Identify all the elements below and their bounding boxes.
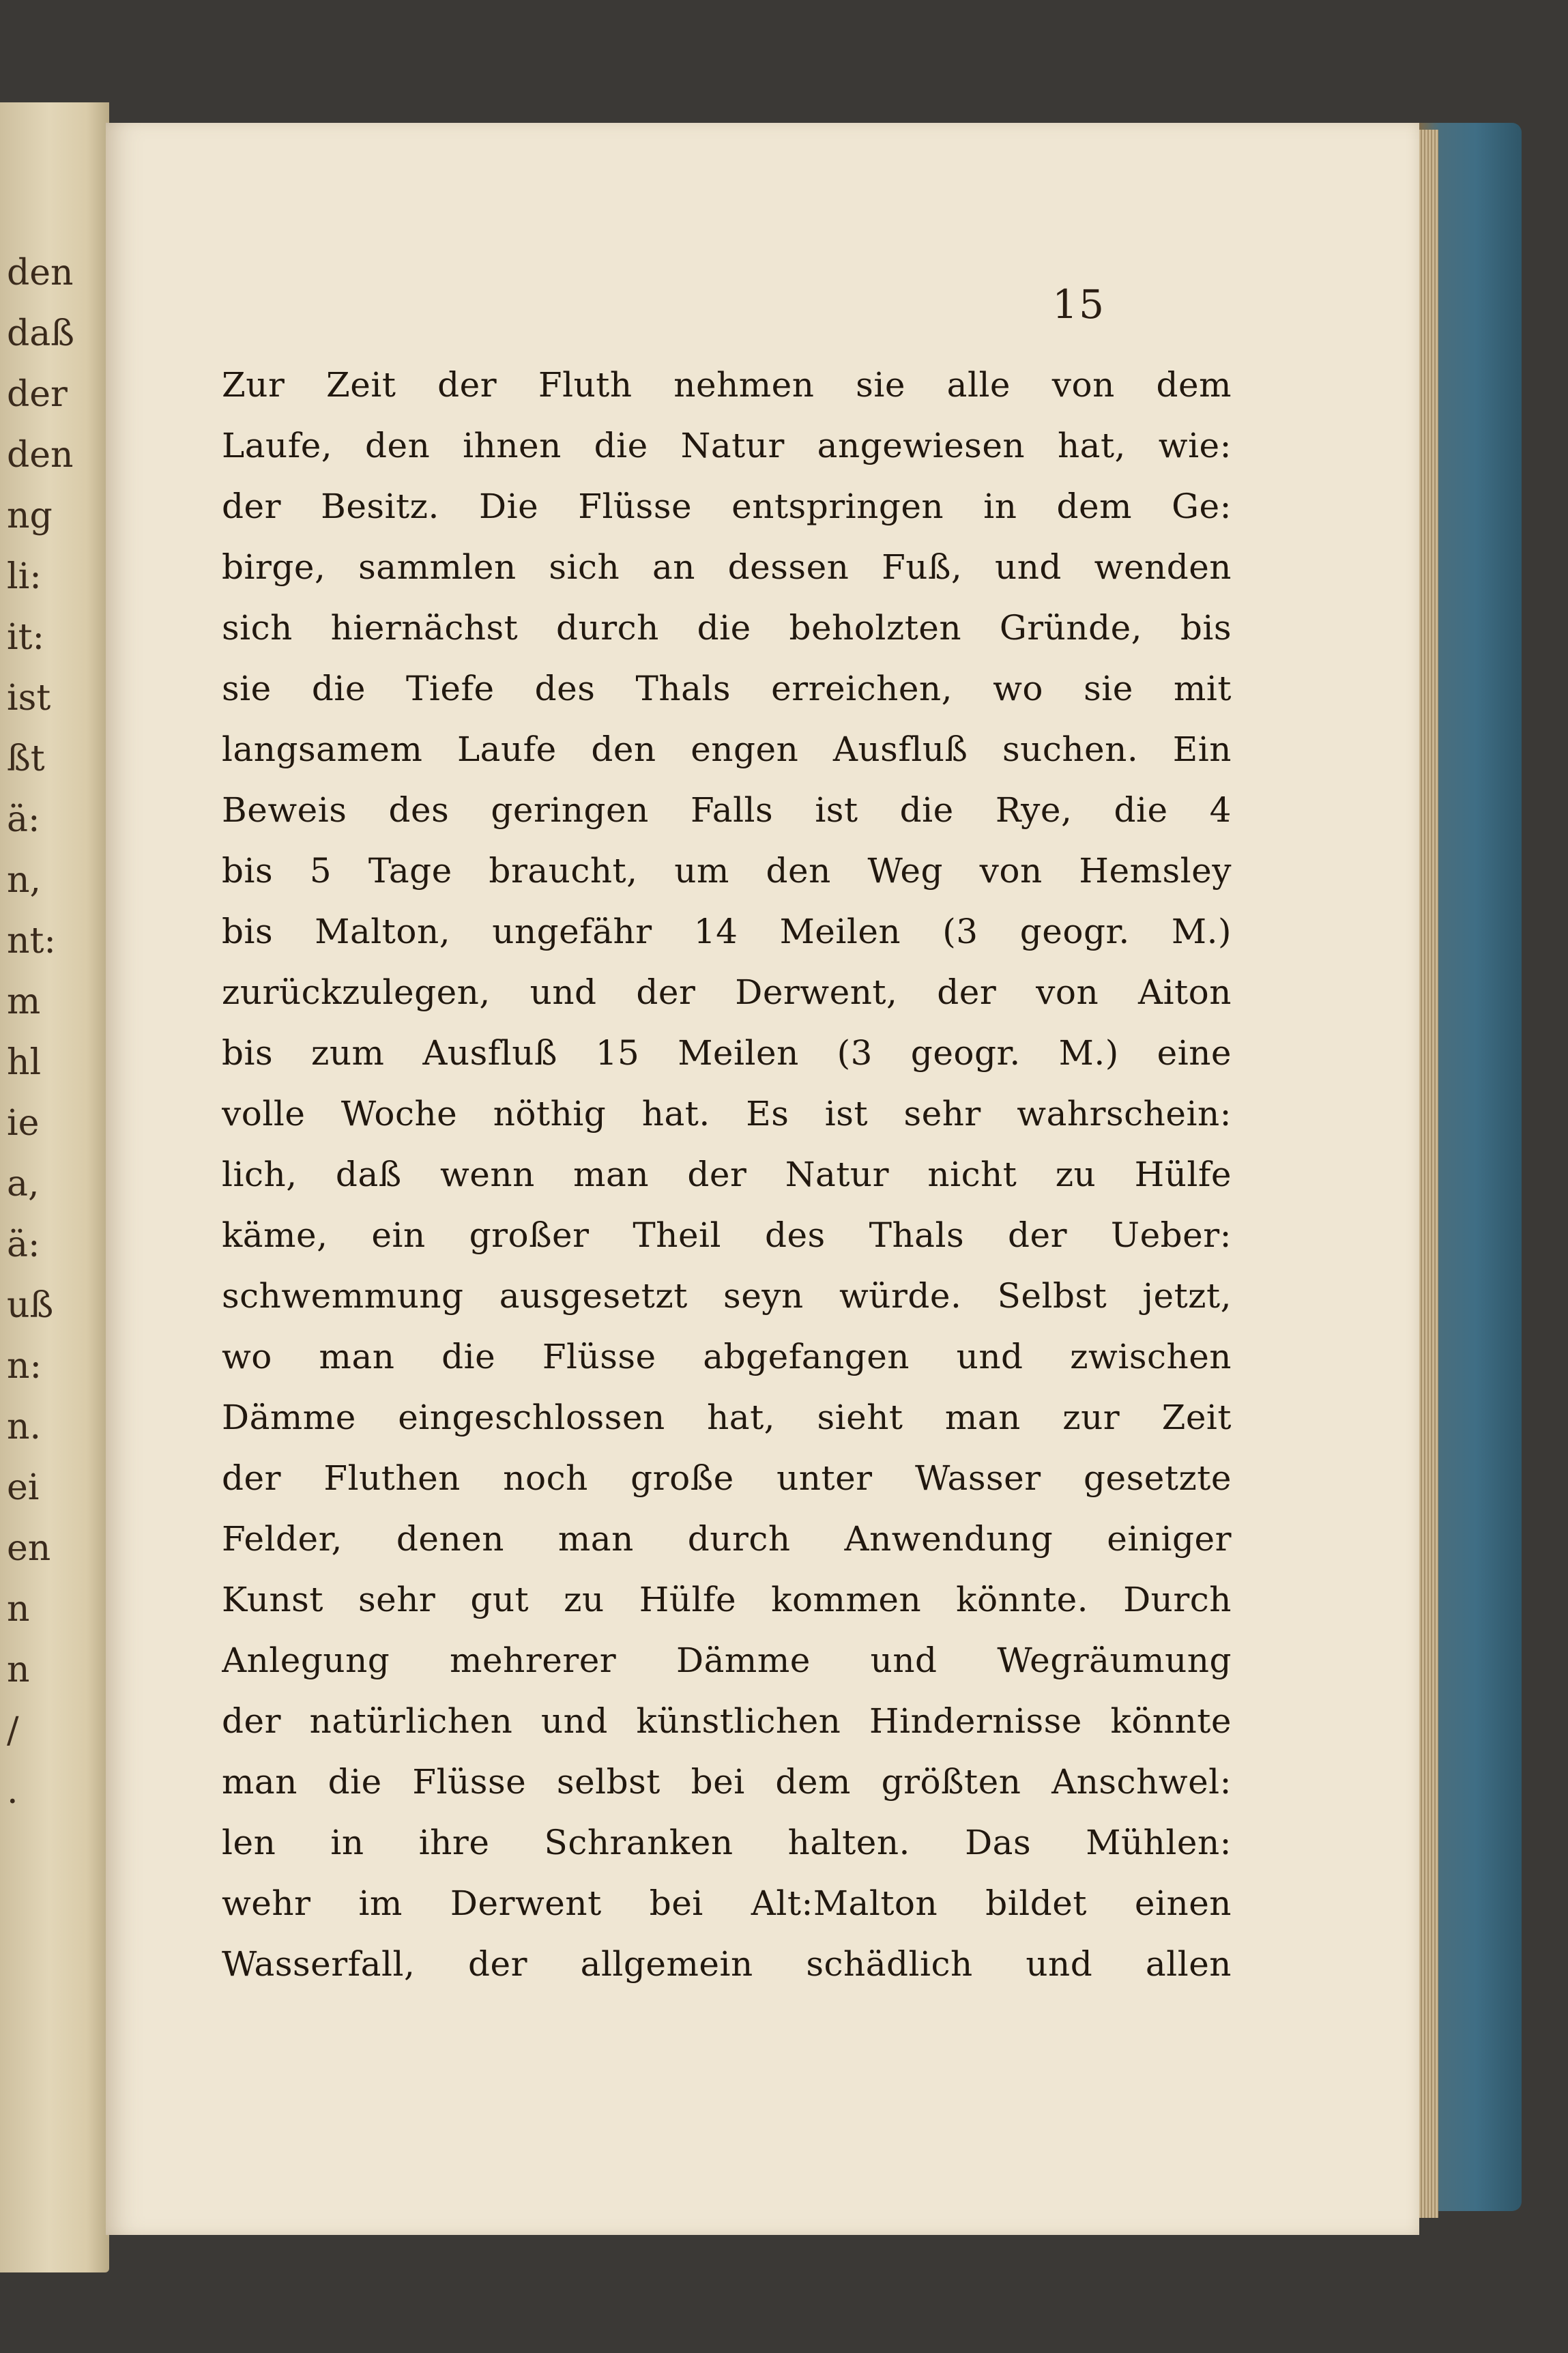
verso-text-fragment: ßt xyxy=(7,738,45,779)
page-text xyxy=(222,355,1232,1995)
text-line: Felder, denen man durch Anwendung einiger xyxy=(222,1519,1232,1559)
verso-text-fragment: n, xyxy=(7,860,42,901)
text-line: len in ihre Schranken halten. Das Mühlen: xyxy=(222,1823,1232,1862)
text-line: sie die Tiefe des Thals erreichen, wo sie mit xyxy=(222,669,1232,708)
text-line: der Besitz. Die Flüsse entspringen in dem Ge: xyxy=(222,487,1232,526)
text-line: wo man die Flüsse abgefangen und zwischen xyxy=(222,1337,1232,1376)
verso-text-fragment: ä: xyxy=(7,1224,40,1265)
verso-text-fragment: n: xyxy=(7,1346,42,1387)
text-line: Laufe, den ihnen die Natur angewiesen hat, wie: xyxy=(222,426,1232,465)
text-line: man die Flüsse selbst bei dem größten Anschwel: xyxy=(222,1762,1232,1802)
verso-text-fragment: daß xyxy=(7,313,75,354)
verso-text-fragment: ist xyxy=(7,678,51,719)
text-line: Kunst sehr gut zu Hülfe kommen könnte. Durch xyxy=(222,1580,1232,1619)
text-line: Anlegung mehrerer Dämme und Wegräumung xyxy=(222,1641,1232,1680)
verso-text-fragment: hl xyxy=(7,1042,42,1083)
verso-text-fragment: ng xyxy=(7,495,53,536)
verso-text-fragment: nt: xyxy=(7,921,56,962)
text-line: bis 5 Tage braucht, um den Weg von Hemsley xyxy=(222,851,1232,891)
verso-text-fragment: m xyxy=(7,981,41,1022)
text-line: Zur Zeit der Fluth nehmen sie alle von dem xyxy=(222,365,1232,405)
verso-text-fragment: li: xyxy=(7,556,42,597)
text-line: zurückzulegen, und der Derwent, der von Aiton xyxy=(222,972,1232,1012)
verso-text-fragment: en xyxy=(7,1528,51,1569)
verso-text-fragment: / xyxy=(7,1710,19,1751)
verso-text-fragment: a, xyxy=(7,1164,40,1204)
text-line: Wasserfall, der allgemein schädlich und allen xyxy=(222,1944,1232,1984)
page-number: 15 xyxy=(1052,281,1105,328)
text-line: Dämme eingeschlossen hat, sieht man zur Zeit xyxy=(222,1398,1232,1437)
left-page-edge xyxy=(0,102,109,2272)
text-line: sich hiernächst durch die beholzten Gründe, bis xyxy=(222,608,1232,648)
verso-text-fragment: n. xyxy=(7,1406,42,1447)
text-line: schwemmung ausgesetzt seyn würde. Selbst jetzt, xyxy=(222,1276,1232,1316)
text-line: wehr im Derwent bei Alt:Malton bildet einen xyxy=(222,1883,1232,1923)
verso-text-fragment: . xyxy=(7,1771,18,1812)
verso-text-fragment: n xyxy=(7,1589,30,1630)
text-line: der natürlichen und künstlichen Hindernisse könnte xyxy=(222,1701,1232,1741)
text-line: birge, sammlen sich an dessen Fuß, und wenden xyxy=(222,547,1232,587)
verso-text-fragment: ei xyxy=(7,1467,40,1508)
verso-text-fragment: ie xyxy=(7,1103,40,1144)
verso-text-fragment: den xyxy=(7,252,74,293)
verso-text-fragment: uß xyxy=(7,1285,54,1326)
text-line: volle Woche nöthig hat. Es ist sehr wahrschein: xyxy=(222,1094,1232,1134)
book-page xyxy=(106,123,1419,2235)
text-line: käme, ein großer Theil des Thals der Ueber: xyxy=(222,1215,1232,1255)
text-line: lich, daß wenn man der Natur nicht zu Hülfe xyxy=(222,1155,1232,1194)
text-line: bis zum Ausfluß 15 Meilen (3 geogr. M.) eine xyxy=(222,1033,1232,1073)
text-line: langsamem Laufe den engen Ausfluß suchen. Ein xyxy=(222,730,1232,769)
verso-text-fragment: ä: xyxy=(7,799,40,840)
verso-text-fragment: n xyxy=(7,1649,30,1690)
verso-text-fragment: den xyxy=(7,435,74,476)
verso-text-fragment: it: xyxy=(7,617,45,658)
text-line: Beweis des geringen Falls ist die Rye, die 4 xyxy=(222,790,1232,830)
text-line: bis Malton, ungefähr 14 Meilen (3 geogr. M.) xyxy=(222,912,1232,951)
verso-text-fragment: der xyxy=(7,374,68,415)
text-line: der Fluthen noch große unter Wasser gesetzte xyxy=(222,1458,1232,1498)
